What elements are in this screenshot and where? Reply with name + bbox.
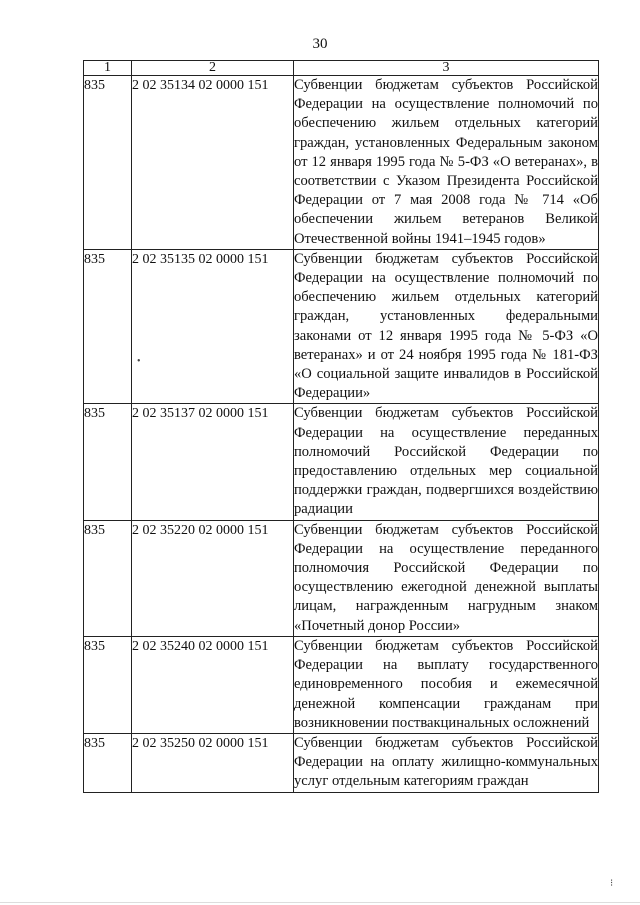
table-row: [84, 733, 599, 792]
admin-code-cell: 835: [84, 520, 132, 636]
admin-code-cell: 835: [84, 733, 132, 792]
budget-code-cell: 2 02 35137 02 0000 151: [132, 404, 294, 520]
admin-code-cell: 835: [84, 636, 132, 733]
budget-code-cell: 2 02 35220 02 0000 151: [132, 520, 294, 636]
table-body: [84, 76, 599, 793]
table-header: [84, 61, 599, 76]
column-header-description: 3: [294, 61, 599, 76]
budget-code-cell: 2 02 35134 02 0000 151: [132, 76, 294, 250]
table-row: [84, 249, 599, 404]
table-row: [84, 520, 599, 636]
description-cell: Субвенции бюджетам субъектов Российской Федерации на осуществление полномочий по обеспечению жильем отдельных категорий граждан, установленных Федеральным законом от 12 января 1995 года № 5-ФЗ «О ветеранах», в соответствии с Указом Президента Российской Федерации от 7 мая 2008 года № 714 «Об обеспечении жильем ветеранов Великой Отечественной войны 1941–1945 годов»: [294, 76, 599, 250]
scan-edge: [0, 902, 640, 903]
budget-code-cell: 2 02 35135 02 0000 151: [132, 249, 294, 404]
column-header-admin: 1: [84, 61, 132, 76]
description-cell: Субвенции бюджетам субъектов Российской Федерации на оплату жилищно-коммунальных услуг отдельным категориям граждан: [294, 733, 599, 792]
table-row: [84, 636, 599, 733]
column-header-code: 2: [132, 61, 294, 76]
scan-speck: •: [137, 356, 141, 367]
budget-revenue-table: [83, 60, 599, 793]
admin-code-cell: 835: [84, 404, 132, 520]
page-number: 30: [312, 36, 328, 52]
budget-code-cell: 2 02 35240 02 0000 151: [132, 636, 294, 733]
budget-code-cell: 2 02 35250 02 0000 151: [132, 733, 294, 792]
description-cell: Субвенции бюджетам субъектов Российской Федерации на выплату государственного единовременного пособия и ежемесячной денежной компенсации гражданам при возникновении поствакцинальных осложнений: [294, 636, 599, 733]
admin-code-cell: 835: [84, 249, 132, 404]
description-cell: Субвенции бюджетам субъектов Российской Федерации на осуществление переданных полномочий Российской Федерации по предоставлению отдельных мер социальной поддержки граждан, подвергшихся воздействию радиации: [294, 404, 599, 520]
header-row: [84, 61, 599, 76]
description-cell: Субвенции бюджетам субъектов Российской Федерации на осуществление переданного полномочия Российской Федерации по осуществлению ежегодной денежной выплаты лицам, награжденным нагрудным знаком «Почетный донор России»: [294, 520, 599, 636]
table-row: [84, 76, 599, 250]
scan-speck: ⁝: [610, 878, 614, 889]
table-row: [84, 404, 599, 520]
description-cell: Субвенции бюджетам субъектов Российской Федерации на осуществление полномочий по обеспечению жильем отдельных категорий граждан, установленных федеральными законами от 12 января 1995 года № 5-ФЗ «О ветеранах» и от 24 ноября 1995 года № 181-ФЗ «О социальной защите инвалидов в Российской Федерации»: [294, 249, 599, 404]
admin-code-cell: 835: [84, 76, 132, 250]
